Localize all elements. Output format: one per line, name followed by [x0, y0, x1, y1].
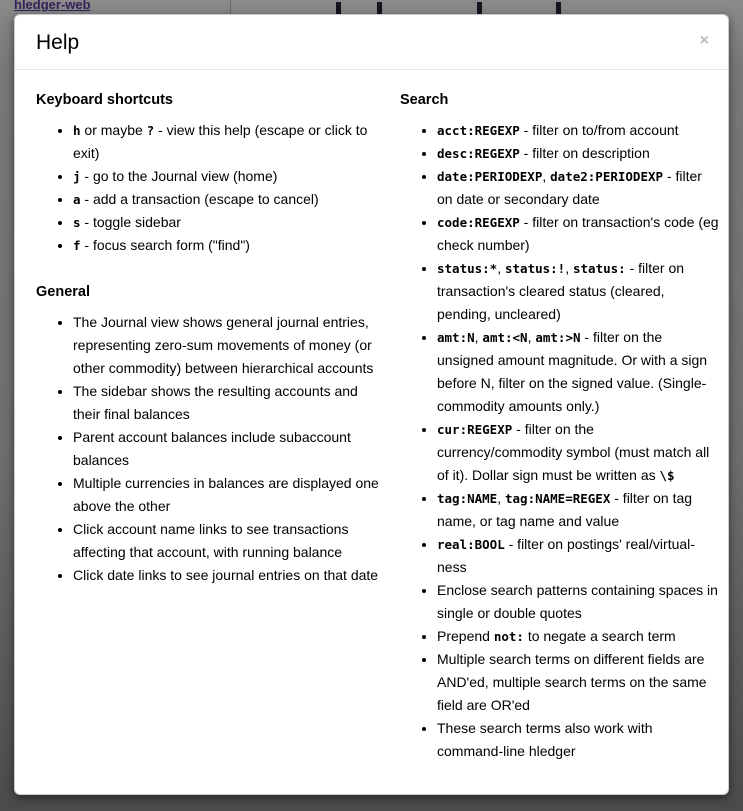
code-span: status:!: [505, 261, 566, 276]
code-span: status:*: [437, 261, 498, 276]
code-span: \$: [659, 468, 675, 483]
code-span: h: [73, 123, 81, 138]
code-span: tag:NAME=REGEX: [505, 491, 611, 506]
background-divider: [230, 0, 231, 14]
section-heading: Keyboard shortcuts: [36, 92, 173, 108]
modal-header: [15, 15, 728, 70]
code-span: not:: [493, 629, 524, 644]
code-span: s: [73, 215, 81, 230]
code-span: status:: [573, 261, 626, 276]
list-item: • The Journal view shows general journal entries, representing zero-sum movements of money (or other commodity) between hierarchical accounts: [73, 311, 386, 380]
background-heading-glyph: [377, 2, 382, 14]
section-list: [400, 119, 720, 763]
site-brand-link: hledger-web: [14, 0, 91, 12]
code-span: date:PERIODEXP: [437, 169, 543, 184]
list-item: • cur:REGEXP - filter on the currency/commodity symbol (must match all of it). Dollar sign must be written as \$: [437, 418, 720, 487]
help-column-left: [36, 90, 386, 769]
list-item: • code:REGEXP - filter on transaction's code (eg check number): [437, 211, 720, 257]
list-item: • f - focus search form ("find"): [73, 234, 386, 257]
code-span: j: [73, 169, 81, 184]
list-item: • j - go to the Journal view (home): [73, 165, 386, 188]
list-item: • tag:NAME, tag:NAME=REGEX - filter on tag name, or tag name and value: [437, 487, 720, 533]
list-item: • date:PERIODEXP, date2:PERIODEXP - filter on date or secondary date: [437, 165, 720, 211]
code-span: f: [73, 238, 81, 253]
help-modal: [14, 14, 729, 795]
list-item: • These search terms also work with command-line hledger: [437, 717, 720, 763]
code-span: acct:REGEXP: [437, 123, 520, 138]
background-heading-glyph: [556, 2, 561, 14]
section-list: [36, 119, 386, 257]
code-span: cur:REGEXP: [437, 422, 513, 437]
list-item: • Multiple search terms on different fields are AND'ed, multiple search terms on the same field are OR'ed: [437, 648, 720, 717]
list-item: • Prepend not: to negate a search term: [437, 625, 720, 648]
list-item: • Multiple currencies in balances are displayed one above the other: [73, 472, 386, 518]
modal-title: Help: [36, 31, 80, 54]
code-span: amt:<N: [482, 330, 528, 345]
section-list: [36, 311, 386, 587]
code-span: amt:N: [437, 330, 475, 345]
code-span: desc:REGEXP: [437, 146, 520, 161]
code-span: tag:NAME: [437, 491, 498, 506]
help-column-right: [400, 90, 720, 769]
list-item: • status:*, status:!, status: - filter on transaction's cleared status (cleared, pending, uncleared): [437, 257, 720, 326]
list-item: • h or maybe ? - view this help (escape or click to exit): [73, 119, 386, 165]
list-item: • amt:N, amt:<N, amt:>N - filter on the unsigned amount magnitude. Or with a sign before N, filter on the signed value. (Single-commodity amounts only.): [437, 326, 720, 418]
code-span: ?: [146, 123, 155, 138]
background-heading-glyph: [477, 2, 482, 14]
list-item: • a - add a transaction (escape to cancel): [73, 188, 386, 211]
background-heading-glyph: [336, 2, 341, 14]
list-item: • acct:REGEXP - filter on to/from account: [437, 119, 720, 142]
code-span: code:REGEXP: [437, 215, 520, 230]
list-item: • Enclose search patterns containing spaces in single or double quotes: [437, 579, 720, 625]
close-icon[interactable]: ×: [694, 31, 715, 51]
list-item: • The sidebar shows the resulting accounts and their final balances: [73, 380, 386, 426]
list-item: • desc:REGEXP - filter on description: [437, 142, 720, 165]
code-span: real:BOOL: [437, 537, 505, 552]
code-span: a: [73, 192, 81, 207]
section-heading: Search: [400, 92, 449, 108]
background-page[interactable]: [0, 0, 743, 14]
code-span: amt:>N: [535, 330, 581, 345]
list-item: • s - toggle sidebar: [73, 211, 386, 234]
list-item: • real:BOOL - filter on postings' real/virtual-ness: [437, 533, 720, 579]
list-item: • Parent account balances include subaccount balances: [73, 426, 386, 472]
section-heading: General: [36, 284, 90, 300]
code-span: date2:PERIODEXP: [550, 169, 664, 184]
list-item: • Click date links to see journal entries on that date: [73, 564, 386, 587]
modal-body: [15, 70, 728, 789]
list-item: • Click account name links to see transactions affecting that account, with running balance: [73, 518, 386, 564]
